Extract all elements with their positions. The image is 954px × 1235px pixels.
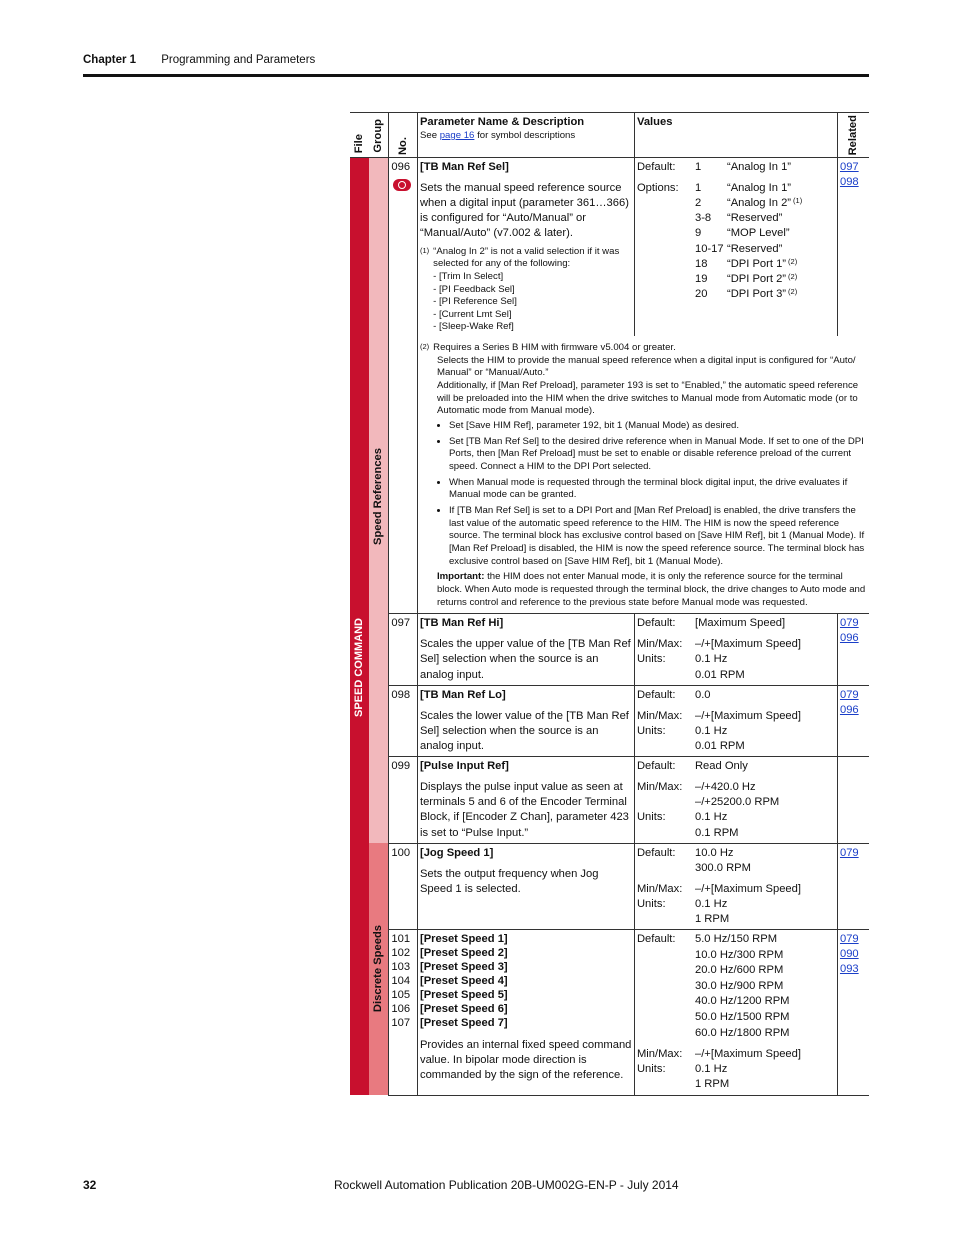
default-label: Default:	[636, 161, 676, 173]
minmax-label: Min/Max:	[636, 709, 683, 722]
param-row-100	[350, 843, 869, 930]
related-link-079[interactable]: 079	[839, 846, 859, 859]
units-value: 0.1 Hz	[694, 724, 728, 737]
param-name: [TB Man Ref Sel]	[419, 161, 509, 173]
param-description: Sets the output frequency when Jog Speed 1 is selected.	[419, 867, 599, 895]
preset-related-cell	[837, 930, 869, 1095]
option-number: 9	[694, 227, 702, 240]
page-number: 32	[83, 1178, 97, 1192]
related-link-096[interactable]: 096	[839, 703, 859, 716]
note-bullet: • Set [TB Man Ref Sel] to the desired drive reference when in Manual Mode. If set to one of the DPI Ports, then [Man Ref Preload] must be set to enable or disable reference preload of the current speed. Connect a HIM to the DPI Port selected.	[449, 436, 867, 474]
param-no: 102	[391, 947, 411, 960]
related-link-096[interactable]: 096	[839, 632, 859, 645]
related-link-097[interactable]: 097	[839, 161, 859, 173]
param-name: [TB Man Ref Hi]	[419, 617, 504, 630]
units-value: 0.1 Hz	[694, 653, 728, 666]
option-footnote-mark: (1)	[793, 196, 803, 206]
important-label: Important:	[436, 571, 485, 583]
options-label: Options:	[636, 182, 679, 195]
col-name-label: Parameter Name & Description	[419, 116, 585, 128]
related-link-079[interactable]: 079	[839, 617, 859, 630]
param-description: Displays the pulse input value as seen at terminals 5 and 6 of the Encoder Terminal Block, if [Encoder Z Chan], parameter 423 is set to “Pulse Input.”	[419, 781, 629, 839]
related-link-090[interactable]: 090	[839, 948, 859, 961]
option-footnote-mark: (2)	[788, 256, 798, 266]
minmax-value: –/+[Maximum Speed]	[694, 882, 801, 895]
footnote-1	[420, 246, 632, 335]
minmax-label: Min/Max:	[636, 781, 683, 794]
param-row-098	[350, 685, 869, 756]
default-value: “Analog In 1”	[726, 161, 792, 173]
p100-desc-cell	[417, 843, 634, 930]
option-item	[695, 196, 802, 211]
option-number: 18	[694, 257, 708, 270]
default-value: 20.0 Hz/600 RPM	[694, 964, 784, 977]
units-value: 0.1 Hz	[694, 1063, 728, 1076]
col-no-header	[389, 113, 418, 158]
minmax-value: –/+25200.0 RPM	[694, 796, 780, 809]
footnote-1-text: “Analog In 2” is not a valid selection if it was selected for any of the following:	[433, 245, 620, 270]
default-value: 10.0 Hz/300 RPM	[694, 948, 784, 961]
option-item	[695, 272, 802, 287]
param-description: Scales the upper value of the [TB Man Ref Sel] selection when the source is an analog input.	[419, 638, 631, 681]
p096-desc-cell	[418, 158, 635, 336]
group-speed-references-label: Speed References	[372, 448, 385, 546]
option-footnote-mark: (2)	[788, 286, 798, 296]
p099-related-cell	[837, 757, 869, 844]
group-discrete-speeds	[369, 843, 389, 1095]
option-number: 1	[694, 182, 702, 195]
options-block	[637, 181, 835, 302]
related-link-098[interactable]: 098	[839, 176, 859, 189]
header-rule	[83, 74, 869, 77]
param-no: 105	[391, 989, 411, 1002]
option-item	[695, 181, 802, 196]
units-value: 0.1 RPM	[694, 826, 739, 839]
param-name: [Preset Speed 4]	[419, 975, 508, 988]
minmax-value: –/+420.0 Hz	[694, 781, 756, 794]
footnote-1-item: - [Current Lmt Sel]	[433, 308, 512, 320]
p100-values-cell	[634, 843, 837, 930]
units-value: 0.1 Hz	[694, 898, 728, 911]
file-label: SPEED COMMAND	[353, 618, 366, 718]
option-value: “Analog In 1”	[726, 182, 792, 195]
option-item	[695, 257, 802, 272]
footnote-1-item: - [PI Feedback Sel]	[433, 283, 515, 295]
option-number: 2	[694, 197, 702, 210]
default-label: Default:	[636, 760, 676, 773]
col-no-label: No.	[396, 136, 409, 155]
p100-related-cell	[837, 843, 869, 930]
col-name-header	[417, 113, 634, 158]
file-cell	[350, 158, 369, 1096]
preset-desc-cell	[417, 930, 634, 1095]
col-related-label: Related	[846, 114, 859, 155]
option-value: “MOP Level”	[726, 227, 790, 240]
stop-drive-icon	[393, 179, 411, 191]
col-file-header	[350, 113, 369, 158]
default-value: 300.0 RPM	[694, 861, 751, 874]
option-number: 10-17	[694, 242, 724, 255]
units-value: 1 RPM	[694, 1078, 730, 1091]
see-prefix: See	[419, 130, 438, 142]
note-bullets	[437, 420, 867, 568]
minmax-value: –/+[Maximum Speed]	[694, 709, 801, 722]
p098-related-cell	[837, 685, 869, 756]
col-group-header	[369, 113, 389, 158]
important-note	[437, 571, 867, 609]
symbol-note	[420, 130, 632, 143]
param-name: [Preset Speed 5]	[419, 989, 508, 1002]
preset-defaults	[637, 932, 835, 1041]
option-value: “Reserved”	[726, 242, 783, 255]
note-paragraph: Additionally, if [Man Ref Preload], parameter 193 is set to “Enabled,” the automatic speed reference will be preloaded into the HIM when the drive switches to Manual mode from Automatic mode (or to Automatic mode from Manual mode).	[436, 380, 859, 417]
chapter-label: Chapter 1	[83, 54, 137, 66]
note-bullet: • When Manual mode is requested through the terminal block digital input, the drive evaluates if Manual mode can be granted.	[449, 477, 867, 502]
p099-desc-cell	[417, 757, 634, 844]
minmax-label: Min/Max:	[636, 638, 683, 651]
footnote-2-mark: (2)	[419, 342, 430, 352]
p096-related-cell	[838, 158, 869, 336]
related-link-079[interactable]: 079	[839, 933, 859, 946]
units-label: Units:	[636, 724, 666, 737]
p097-values-cell	[634, 614, 837, 685]
col-related-header	[837, 113, 869, 158]
group-speed-references	[369, 158, 389, 844]
param-name: [Pulse Input Ref]	[419, 760, 509, 773]
option-number: 19	[694, 272, 708, 285]
option-value: “DPI Port 2”	[726, 272, 787, 285]
param-name: [Preset Speed 6]	[419, 1003, 508, 1016]
units-label: Units:	[636, 811, 666, 824]
param-name: [Preset Speed 7]	[419, 1017, 508, 1030]
param-no: 104	[391, 975, 411, 988]
default-label: Default:	[636, 846, 676, 859]
footnote-1-item: - [Trim In Select]	[433, 270, 504, 282]
option-item	[695, 287, 802, 302]
p097-desc-cell	[417, 614, 634, 685]
minmax-value: –/+[Maximum Speed]	[694, 638, 801, 651]
default-value: 50.0 Hz/1500 RPM	[694, 1011, 790, 1024]
units-value: 0.01 RPM	[694, 668, 745, 681]
param-no: 100	[389, 843, 418, 930]
footnote-1-item: - [Sleep-Wake Ref]	[433, 321, 514, 333]
option-value: “DPI Port 3”	[726, 287, 787, 300]
default-label: Default:	[636, 617, 676, 630]
default-value: Read Only	[694, 760, 748, 773]
page-16-link[interactable]: page 16	[439, 130, 475, 142]
option-item	[695, 211, 802, 226]
default-row	[637, 160, 835, 175]
option-item	[695, 226, 802, 241]
minmax-label: Min/Max:	[636, 1048, 683, 1061]
param-row-101-107	[350, 930, 869, 1095]
default-label: Default:	[636, 688, 676, 701]
option-item	[695, 242, 802, 257]
param-no-text: 096	[391, 161, 411, 173]
footnote-1-mark: (1)	[419, 245, 430, 255]
param-no: 099	[389, 757, 418, 844]
publication-footer: Rockwell Automation Publication 20B-UM002G-EN-P - July 2014	[334, 1178, 679, 1192]
options-list	[695, 181, 802, 302]
param-no: 098	[389, 685, 418, 756]
param-no	[389, 158, 418, 614]
table-header-row	[350, 113, 869, 158]
p096-values-cell	[635, 158, 838, 336]
note-bullet: • If [TB Man Ref Sel] is set to a DPI Port and [Man Ref Preload] is enabled, the drive transfers the last value of the automatic speed reference to the HIM. The HIM is now the speed reference source. The terminal block has exclusive control based on [Save HIM Ref], bit 1 (Manual Mode). If [Man Ref Preload] is disabled, the HIM is now the speed reference source. The terminal block has exclusive control based on [Save HIM Ref], bit 1 (Manual Mode).	[449, 505, 867, 568]
footnote-2	[420, 342, 867, 355]
default-value: 60.0 Hz/1800 RPM	[694, 1026, 790, 1039]
option-value: “DPI Port 1”	[726, 257, 787, 270]
option-footnote-mark: (2)	[788, 271, 798, 281]
see-suffix: for symbol descriptions	[477, 130, 576, 142]
units-label: Units:	[636, 1063, 666, 1076]
option-number: 20	[694, 287, 708, 300]
param-name: [Preset Speed 3]	[419, 961, 508, 974]
p097-related-cell	[837, 614, 869, 685]
default-value: [Maximum Speed]	[694, 617, 786, 630]
footnote-1-item: - [PI Reference Sel]	[433, 296, 517, 308]
default-number: 1	[694, 161, 702, 173]
units-value: 0.01 RPM	[694, 740, 745, 753]
units-label: Units:	[636, 898, 666, 911]
footnote-2-text: Requires a Series B HIM with firmware v5.004 or greater.	[433, 342, 676, 354]
col-file-label: File	[353, 133, 366, 153]
p096-notes	[418, 336, 869, 613]
param-no-list	[389, 930, 418, 1095]
param-description: Sets the manual speed reference source when a digital input (parameter 361…366) is configured for “Auto/Manual” or “Manual/Auto” (v7.002 & later).	[419, 182, 629, 240]
param-name: [Preset Speed 2]	[419, 947, 508, 960]
units-label: Units:	[636, 653, 666, 666]
col-values-header	[634, 113, 837, 158]
default-value: 0.0	[694, 688, 711, 701]
param-no: 107	[391, 1017, 411, 1030]
note-bullet: • Set [Save HIM Ref], parameter 192, bit 1 (Manual Mode) as desired.	[449, 420, 867, 433]
chapter-title: Programming and Parameters	[161, 54, 316, 66]
param-row-097	[350, 614, 869, 685]
col-group-label: Group	[372, 119, 385, 153]
param-no: 106	[391, 1003, 411, 1016]
param-no: 103	[391, 961, 411, 974]
param-name: [TB Man Ref Lo]	[419, 688, 506, 701]
param-row-096	[350, 158, 869, 614]
p098-values-cell	[634, 685, 837, 756]
option-number: 3-8	[694, 212, 712, 225]
preset-values-cell	[634, 930, 837, 1095]
units-value: 0.1 Hz	[694, 811, 728, 824]
default-value: 10.0 Hz	[694, 846, 734, 859]
param-name: [Jog Speed 1]	[419, 846, 494, 859]
param-description: Scales the lower value of the [TB Man Ref Sel] selection when the source is an analog input.	[419, 709, 629, 753]
param-no: 097	[389, 614, 418, 685]
col-values-label: Values	[636, 116, 673, 128]
parameter-table	[350, 112, 869, 1096]
minmax-label: Min/Max:	[636, 882, 683, 895]
param-description: Provides an internal fixed speed command value. In bipolar mode direction is commanded by the sign of the reference.	[419, 1039, 632, 1082]
note-paragraph: Selects the HIM to provide the manual speed reference when a digital input is configured for “Auto/ Manual” or “Manual/Auto.”	[436, 354, 856, 379]
related-link-093[interactable]: 093	[839, 963, 859, 976]
page-header	[83, 54, 315, 66]
related-link-079[interactable]: 079	[839, 688, 859, 701]
default-value: 5.0 Hz/150 RPM	[694, 933, 778, 946]
default-label: Default:	[636, 933, 676, 946]
option-value: “Analog In 2”	[726, 197, 792, 210]
important-text: the HIM does not enter Manual mode, it is only the reference source for the terminal block. When Auto mode is requested through the terminal block, the drive changes to Auto mode and returns control and reference to the previous state before Manual mode was requested.	[436, 571, 866, 608]
option-value: “Reserved”	[726, 212, 783, 225]
param-name: [Preset Speed 1]	[419, 933, 508, 946]
param-no: 101	[391, 933, 411, 946]
group-discrete-speeds-label: Discrete Speeds	[372, 924, 385, 1012]
p098-desc-cell	[417, 685, 634, 756]
p099-values-cell	[634, 757, 837, 844]
units-value: 1 RPM	[694, 913, 730, 926]
p096-content	[417, 158, 869, 614]
param-row-099	[350, 757, 869, 844]
minmax-value: –/+[Maximum Speed]	[694, 1048, 801, 1061]
default-value: 40.0 Hz/1200 RPM	[694, 995, 790, 1008]
default-value: 30.0 Hz/900 RPM	[694, 979, 784, 992]
